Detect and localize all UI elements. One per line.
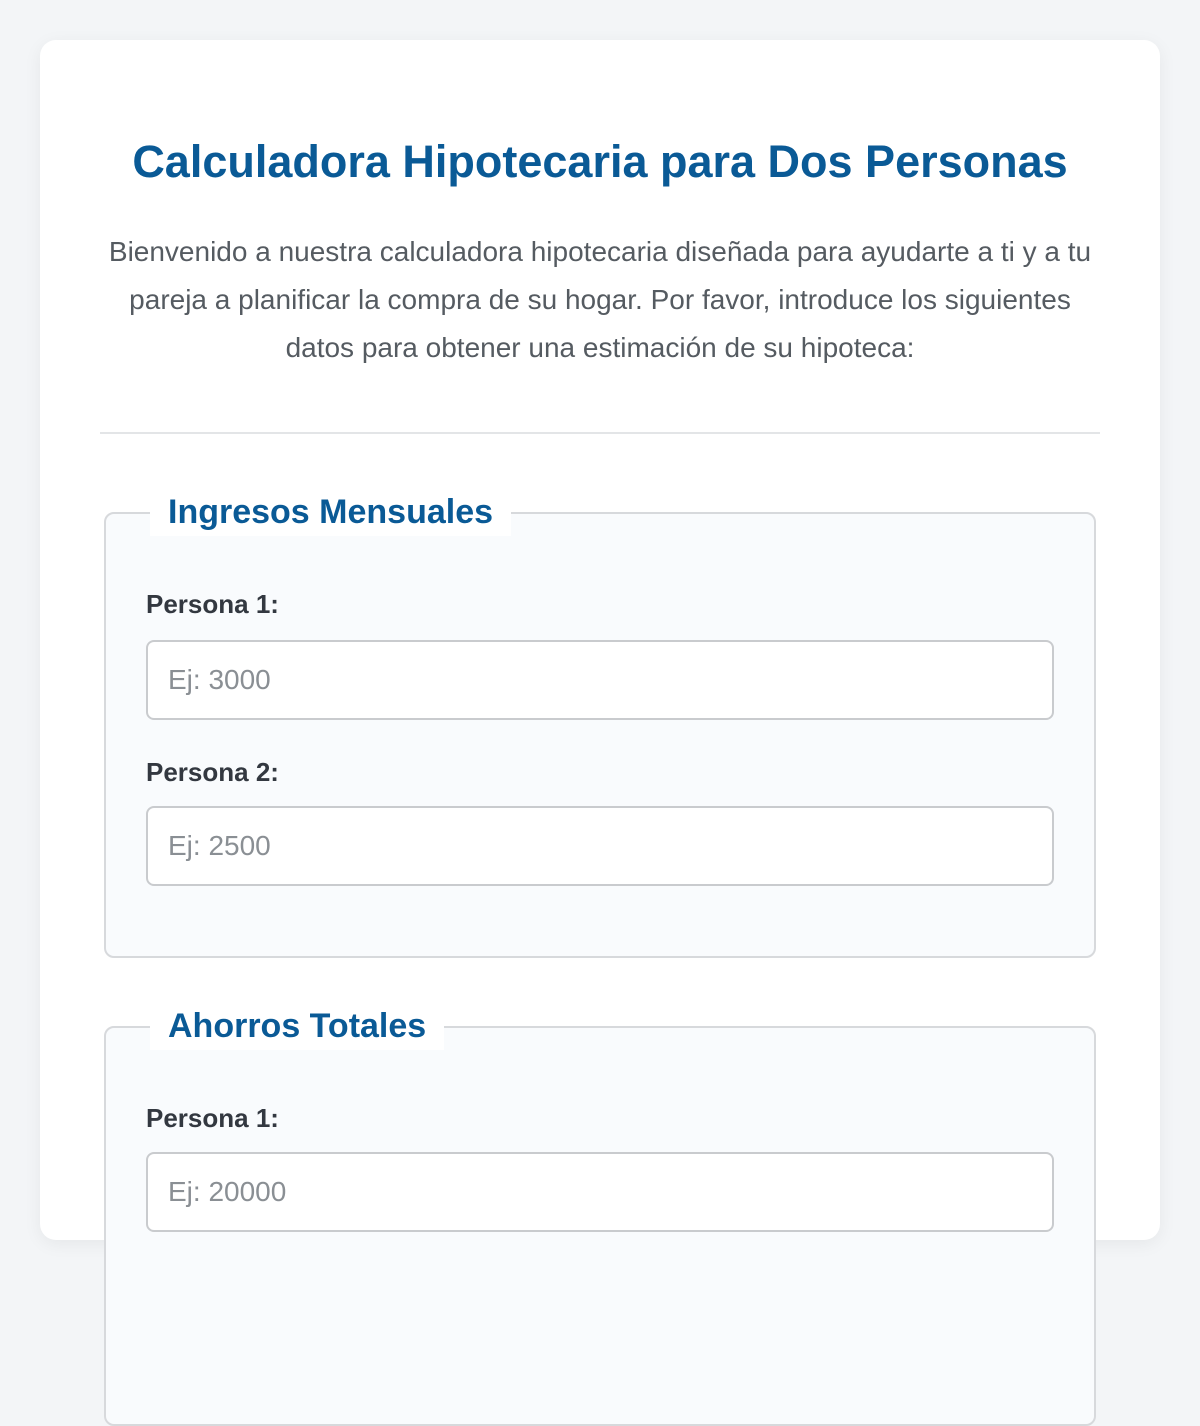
calculator-card (40, 40, 1160, 1240)
ingresos-persona2-label: Persona 2: (146, 757, 279, 787)
section-legend-ingresos: Ingresos Mensuales (150, 488, 511, 536)
ahorros-totales-section (104, 1007, 1096, 1426)
ingresos-persona1-label: Persona 1: (146, 589, 279, 619)
ingresos-mensuales-section (104, 493, 1096, 958)
ahorros-persona1-input[interactable] (146, 1152, 1054, 1232)
ahorros-persona1-label: Persona 1: (146, 1103, 279, 1133)
ingresos-persona2-input[interactable] (146, 806, 1054, 886)
page-title: Calculadora Hipotecaria para Dos Personas (132, 136, 1068, 187)
ingresos-persona1-input[interactable] (146, 640, 1054, 720)
divider (100, 432, 1100, 434)
section-legend-ahorros: Ahorros Totales (150, 1002, 444, 1050)
intro-text: Bienvenido a nuestra calculadora hipotecaria diseñada para ayudarte a ti y a tu pareja a planificar la compra de su hogar. Por favor, introduce los siguientes datos para obtener una estimación de su hipoteca: (108, 236, 1092, 363)
